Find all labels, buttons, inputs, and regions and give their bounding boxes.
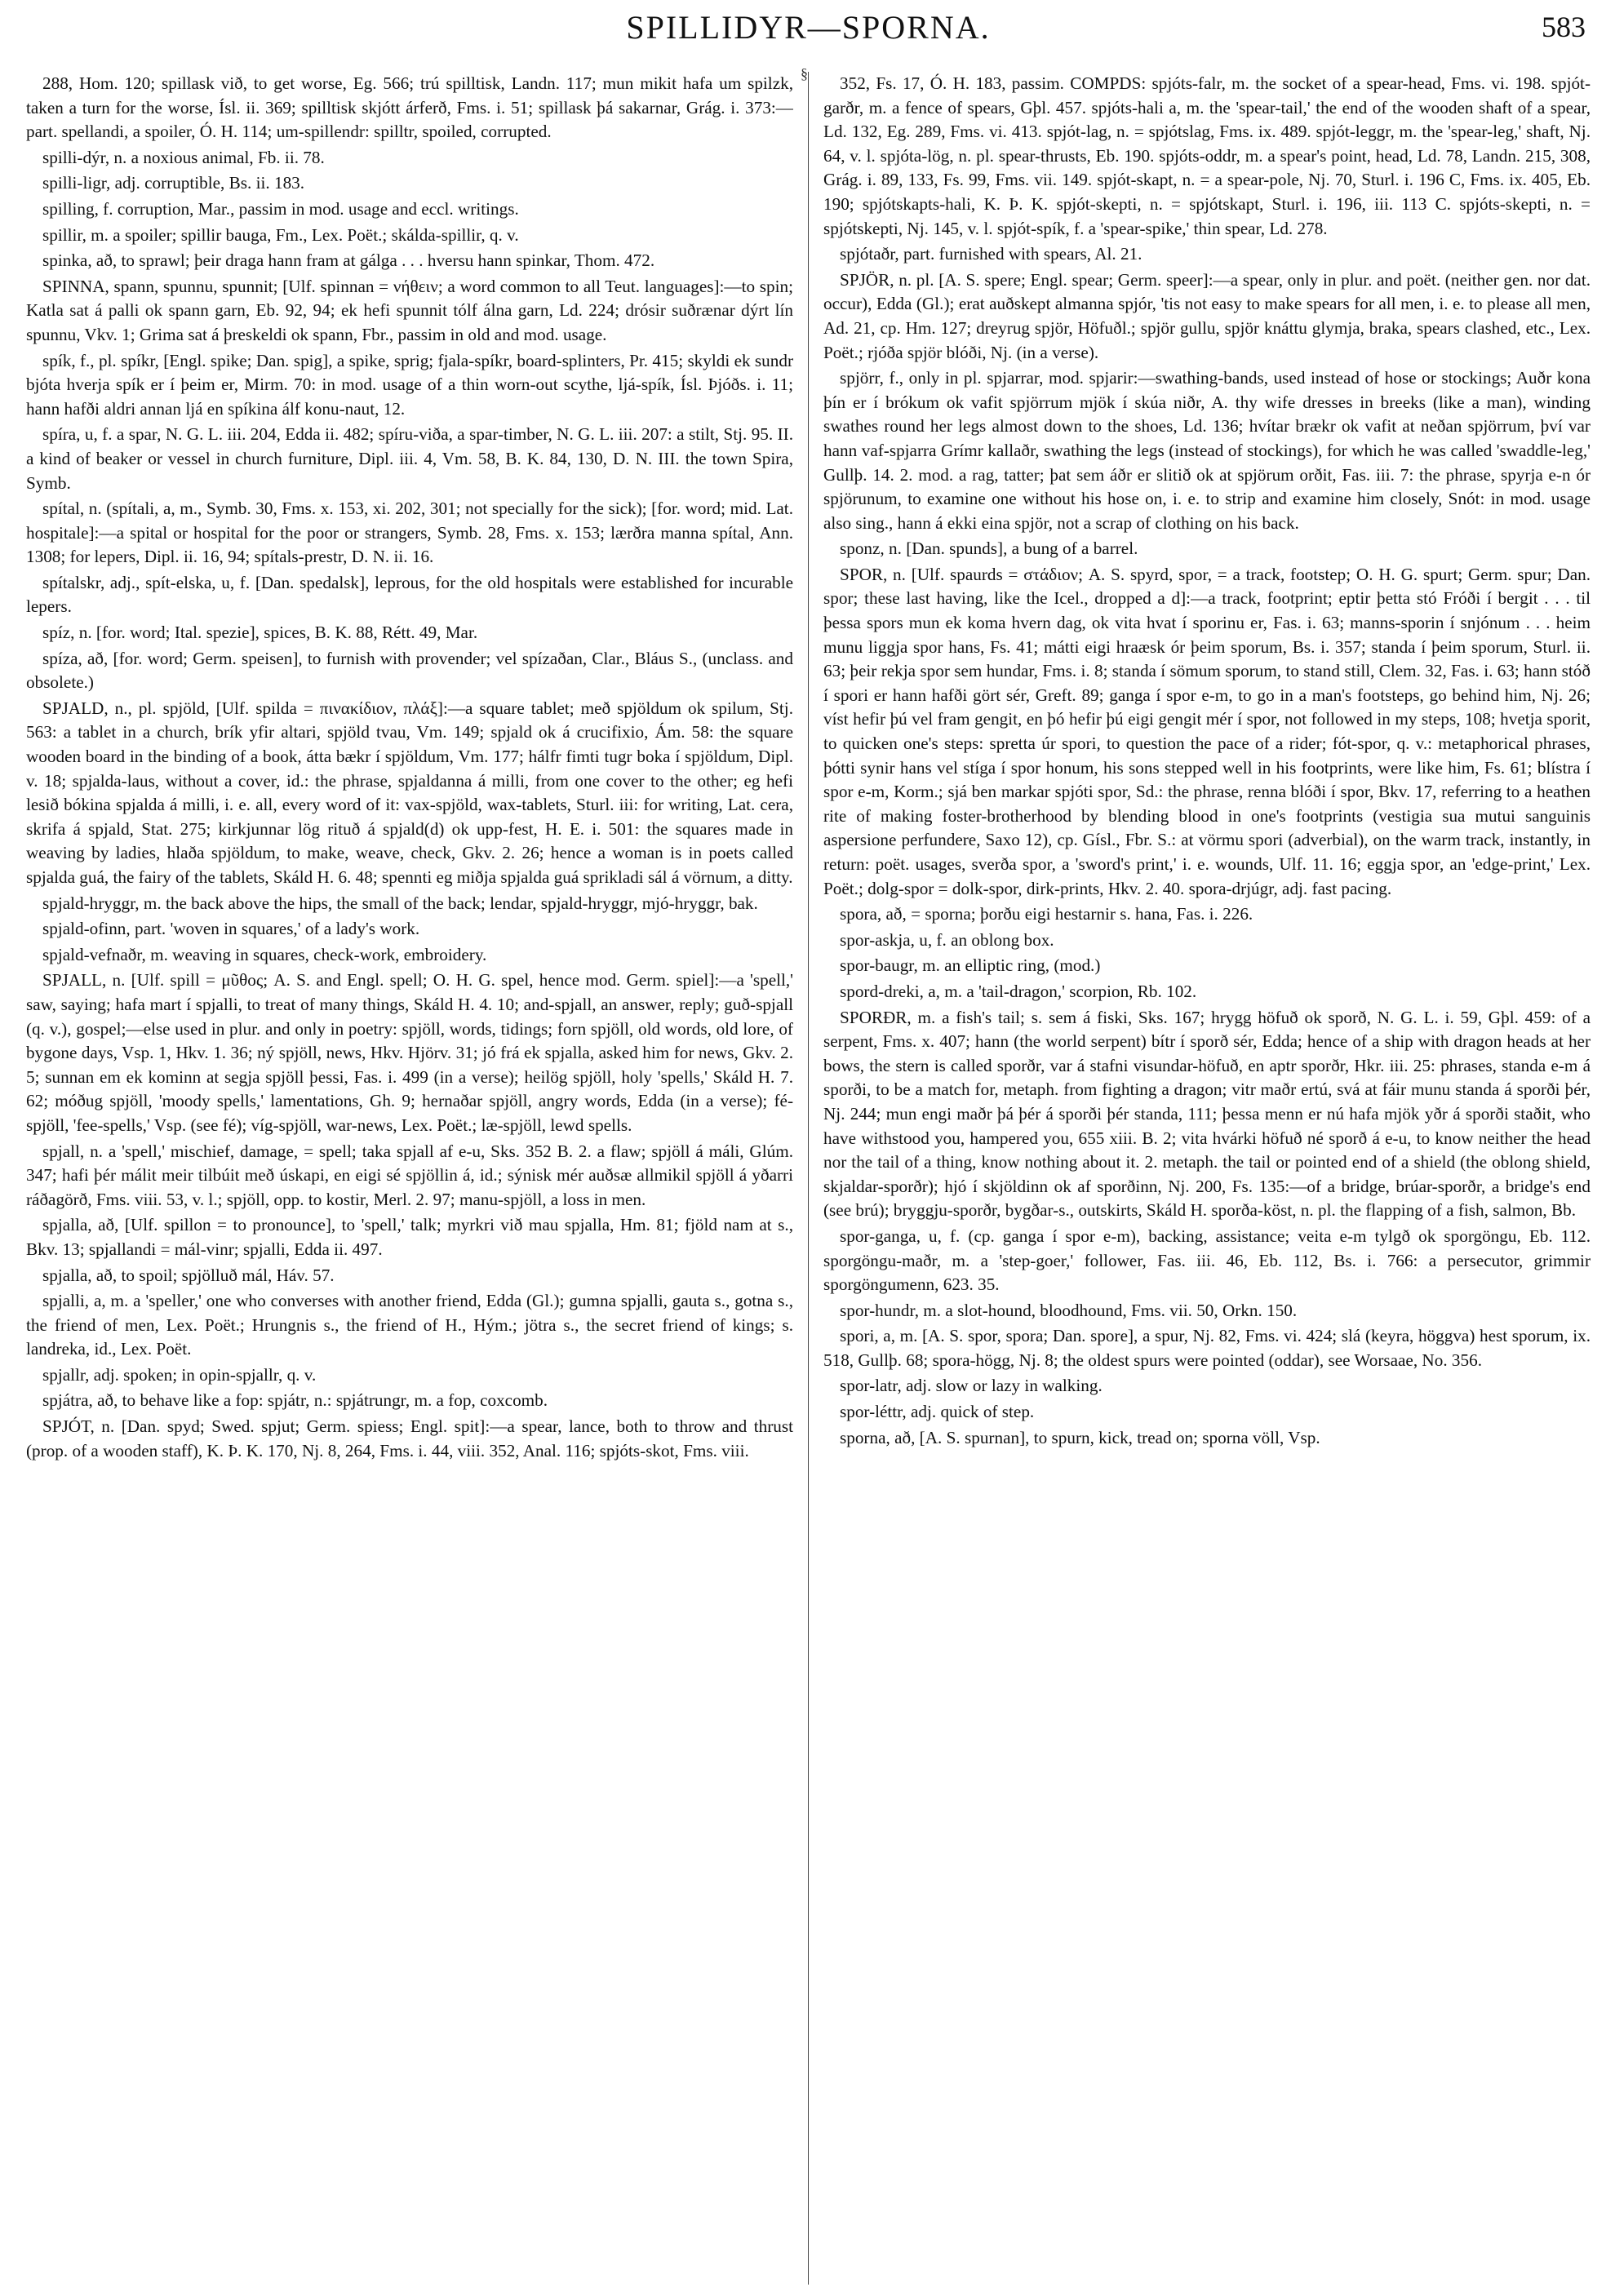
entry-text: spjalla, að, [Ulf. spillon = to pronounce], to 'spell,' talk; myrkri við mau spjalla, Hm. 81; fjöld nam at s., Bkv. 13; spjallandi = mál-vinr; spjalli, Edda ii. 497.: [26, 1215, 793, 1259]
dictionary-entry: [26, 1213, 793, 1261]
dictionary-entry: [823, 1225, 1591, 1297]
entry-text: spor-hundr, m. a slot-hound, bloodhound, Fms. vii. 50, Orkn. 150.: [840, 1300, 1298, 1320]
entry-text: spjald-vefnaðr, m. weaving in squares, check-work, embroidery.: [42, 944, 487, 964]
entry-text: SPJALD, n., pl. spjöld, [Ulf. spilda = πινακίδιον, πλάξ]:—a square tablet; með spjöldum ok spilum, Stj. 563: a tablet in a church, brík yfir altari, spjöld tvau, Vm. 149; spjald ok á crucifixio, Ám. 58: the square wooden board in the binding of a book, átta bækr í spjöldum, Vm. 177; hálfr fimti tugr boka í spjöldum, Dipl. v. 18; spjalda-laus, without a cover, id.: the phrase, spjaldanna á milli, from one cover to the other; eg hefi lesið bókina spjalda á milli, i. e. all, every word of it: vax-spjöld, wax-tablets, Sturl. iii: for writing, Lat. cera, skrifa á spjald, Stat. 275; kirkjunnar lög rituð á spjald(d) ok upp-fest, H. E. i. 501: the squares made in weaving by ladies, hlaða spjöldum, to make, weave, check, Gkv. 2. 26; hence a woman is in poets called spjalda guá, the fairy of the tablets, Skáld H. 6. 48; spennti eg miðja spjalda guá sprikladi sál á vörnum, a ditty.: [26, 698, 793, 887]
dictionary-entry: [26, 571, 793, 619]
running-head: [26, 0, 1591, 57]
dictionary-entry: [26, 968, 793, 1137]
entry-text: spjalli, a, m. a 'speller,' one who converses with another friend, Edda (Gl.); gumna spjalli, gauta s., gotna s., the friend of men, Lex. Poët.; Hrungnis s., the friend of H., Hým.; jötra s., the secret friend of kings; s. landreka, id., Lex. Poët.: [26, 1291, 793, 1359]
dictionary-entry: [26, 1289, 793, 1362]
entry-text: spjalla, að, to spoil; spjölluð mál, Háv. 57.: [42, 1265, 335, 1285]
entry-text: spjallr, adj. spoken; in opin-spjallr, q. v.: [42, 1364, 317, 1385]
entry-text: spíra, u, f. a spar, N. G. L. iii. 204, Edda ii. 482; spíru-viða, a spar-timber, N. G. L. iii. 207: a stilt, Stj. 95. II. a kind of beaker or vessel in church furniture, Dipl. iii. 4, Vm. 58, B. K. 84, 130, D. N. III. the town Spira, Symb.: [26, 424, 793, 493]
entry-text: SPJALL, n. [Ulf. spill = μῦθος; A. S. and Engl. spell; O. H. G. spel, hence mod. Germ. spiel]:—a 'spell,' saw, saying; hafa mart í spjalli, to treat of many things, Skáld H. 4. 10; and-spjall, an answer, reply; guð-spjall (q. v.), gospel;—else used in plur. and only in poetry: spjöll, words, tidings; forn spjöll, old words, old lore, of bygone days, Vsp. 1, Hkv. 1. 36; ný spjöll, news, Hkv. Hjörv. 31; jó frá ek spjalla, asked him for news, Gkv. 2. 5; sunnan em ek kominn at segja spjöll þessi, Fas. i. 499 (in a verse); heilög spjöll, holy 'spells,' Skáld H. 7. 62; móðug spjöll, 'moody spells,' lamentations, Gh. 9; hernaðar spjöll, angry words, Edda (in a verse); fé-spjöll, 'fee-spells,' Vsp. (see fé); víg-spjöll, war-news, Lex. Poët.; læ-spjöll, lewd spells.: [26, 970, 793, 1135]
left-column: [26, 72, 793, 2285]
dictionary-entry: [26, 1363, 793, 1388]
entry-text: SPJÖR, n. pl. [A. S. spere; Engl. spear; Germ. speer]:—a spear, only in plur. and poët. (neither gen. nor dat. occur), Edda (Gl.); erat auðskept almanna spjór, 'tis not easy to make spears for all men, i. e. to please all men, Ad. 21, cp. Hm. 127; dreyrug spjör, Höfuðl.; spjör gullu, spjör knáttu glymja, braka, spears clashed, etc., Lex. Poët.; rjóða spjör blóði, Nj. (in a verse).: [823, 269, 1591, 362]
dictionary-entry: [823, 1426, 1591, 1451]
entry-text: spor-askja, u, f. an oblong box.: [840, 929, 1054, 950]
dictionary-entry: [26, 423, 793, 495]
dictionary-entry: [823, 1374, 1591, 1398]
dictionary-entry: [26, 621, 793, 645]
dictionary-entry: [26, 249, 793, 273]
entry-text: spor-ganga, u, f. (cp. ganga í spor e-m), backing, assistance; veita e-m tylgð ok sporgöngu, Eb. 112. sporgöngu-maðr, m. a 'step-goer,' follower, Fas. iii. 46, Eb. 112, Bs. i. 766: a persecutor, grimmir sporgöngumenn, 623. 35.: [823, 1226, 1591, 1295]
dictionary-entry: [823, 242, 1591, 267]
entry-text: spjald-hryggr, m. the back above the hips, the small of the back; lendar, spjald-hryggr, mjó-hryggr, bak.: [42, 893, 758, 913]
dictionary-entry: [26, 171, 793, 196]
entry-text: spjall, n. a 'spell,' mischief, damage, = spell; taka spjall af e-u, Sks. 352 B. 2. a flaw; spjöll á máli, Glúm. 347; hafi þér málit meir tilbúit með úskapi, en eigi sé spjöllin á, id.; sýnisk mér auðsæ allmikil spjöll á yðarri ráðagörð, Fms. viii. 53, v. l.; spjöll, opp. to kostir, Merl. 2. 97; manu-spjöll, a loss in men.: [26, 1141, 793, 1209]
entry-text: spík, f., pl. spíkr, [Engl. spike; Dan. spig], a spike, sprig; fjala-spíkr, board-splinters, Pr. 415; skyldi ek sundr bjóta hverja spík er í þeim er, Mirm. 70: in mod. usage of a thin worn-out scythe, ljá-spík, Ísl. Þjóðs. i. 11; hann hafði aldri annan ljá en spíkina álf konu-naut, 12.: [26, 350, 793, 419]
column-divider: [801, 65, 809, 2285]
dictionary-entry: [823, 929, 1591, 953]
dictionary-entry: [26, 1140, 793, 1212]
entry-text: spillir, m. a spoiler; spillir bauga, Fm., Lex. Poët.; skálda-spillir, q. v.: [42, 224, 519, 245]
dictionary-entry: [26, 697, 793, 890]
entry-text: 352, Fs. 17, Ó. H. 183, passim. COMPDS: spjóts-falr, m. the socket of a spear-head, Fms. vi. 198. spjót-garðr, m. a fence of spears, Gþl. 457. spjóts-hali a, m. the 'spear-tail,' the end of the wooden shaft of a spear, Ld. 132, Eg. 289, Fms. vi. 413. spjót-lag, n. = spjótslag, Fms. ix. 489. spjót-leggr, m. the 'spear-leg,' shaft, Nj. 64, v. l. spjóta-lög, n. pl. spear-thrusts, Eb. 190. spjóts-oddr, m. a spear's point, head, Ld. 78, Landn. 215, 308, Grág. i. 89, 133, Fs. 99, Fms. vii. 149. spjót-skapt, n. = a spear-pole, Nj. 70, Sturl. i. 196 C, Fms. ix. 405, Eb. 190; spjótskapts-hali, K. Þ. K. spjót-skepti, n. = spjótskapt, Sturl. i. 196, iii. 113 C. spjóts-skepti, n. = spjótskepti, Nj. 145, v. l. spjót-spík, f. a 'spear-spike,' thin spear, Ld. 278.: [823, 73, 1591, 238]
columns: [26, 65, 1591, 2285]
dictionary-entry: [823, 563, 1591, 901]
entry-text: spjald-ofinn, part. 'woven in squares,' of a lady's work.: [42, 919, 420, 939]
dictionary-entry: [823, 366, 1591, 535]
dictionary-entry: [823, 537, 1591, 561]
dictionary-entry: [26, 892, 793, 916]
dictionary-entry: [26, 146, 793, 171]
entry-text: spor-latr, adj. slow or lazy in walking.: [840, 1376, 1103, 1396]
entry-text: spor-baugr, m. an elliptic ring, (mod.): [840, 955, 1101, 976]
entry-text: SPORÐR, m. a fish's tail; s. sem á fiski, Sks. 167; hrygg höfuð ok sporð, N. G. L. i. 59, Gþl. 459: of a serpent, Fms. x. 407; hann (the world serpent) bítr í sporð sér, Edda; hence of a ship with dragon heads at her bows, the stern is called sporðr, var á stafni visundar-höfuð, en aptr sporðr, Hkr. iii. 25: phrases, standa e-m á sporði, to be a match for, metaph. from fighting a dragon; vitr maðr ertú, svá at fáir munu standa á sporði þér, Nj. 244; mun engi maðr þá þér á sporði þér standa, 111; þessa menn er nú hafa mjök yðr á sporði staðit, who have withstood you, hampered you, 655 xiii. B. 2; vita hvárki höfuð né sporð á e-u, to know neither the head nor the tail of a thing, know nothing about it. 2. metaph. the tail or pointed end of a shield (the oblong shield, skjaldar-sporðr); hjó í skjöldinn ok af sporðinn, Nj. 200, Fs. 135:—of a bridge, brúar-sporðr, a bridge's end (see brú); bryggju-sporðr, bygðar-s., outskirts, Skáld H. sporða-köst, n. pl. the flapping of a fish, salmon, Bb.: [823, 1007, 1591, 1221]
dictionary-entry: [26, 275, 793, 348]
dictionary-entry: [823, 268, 1591, 365]
entry-text: sporna, að, [A. S. spurnan], to spurn, kick, tread on; sporna völl, Vsp.: [840, 1427, 1320, 1447]
dictionary-entry: [26, 497, 793, 570]
dictionary-entry: [26, 1415, 793, 1463]
dictionary-entry: [823, 1006, 1591, 1223]
dictionary-entry: [823, 1400, 1591, 1425]
entry-text: spor-léttr, adj. quick of step.: [840, 1402, 1035, 1422]
entry-text: spjótaðr, part. furnished with spears, Al. 21.: [840, 244, 1142, 264]
page-title: SPILLIDYR—SPORNA.: [626, 9, 991, 46]
entry-text: spjörr, f., only in pl. spjarrar, mod. spjarir:—swathing-bands, used instead of hose or stockings; Auðr kona þín er í brókum ok vafit spjörrum mjök í skúa niðr, A. thy wife dresses in breeks (like a man), winding swathes round her legs almost down to the shoes, Ld. 136; hvítar brækr ok vafit at neðan spjörrum, því var hann vaf-spjarra Grímr kallaðr, swathing the legs (instead of stockings), for which he was called 'swaddle-leg,' Gullþ. 14. 2. mod. a rag, tatter; þat sem áðr er slitið ok at spjörum orðit, Fas. iii. 7: the phrase, spyrja e-n ór spjörunum, to examine one without his hose on, i. e. to strip and examine him closely, Snót: in mod. usage also sing., hann á ekki eina spjör, not a scrap of clothing on his back.: [823, 368, 1591, 533]
dictionary-entry: [26, 1389, 793, 1413]
entry-text: spjátra, að, to behave like a fop: spjátr, n.: spjátrungr, m. a fop, coxcomb.: [42, 1390, 548, 1411]
entry-text: spíz, n. [for. word; Ital. spezie], spices, B. K. 88, Rétt. 49, Mar.: [42, 623, 478, 643]
entry-text: SPOR, n. [Ulf. spaurds = στάδιον; A. S. spyrd, spor, = a track, footstep; O. H. G. spurt; Germ. spur; Dan. spor; these last having, like the Icel., dropped a d]:—a track, footprint; eptir þetta stó Fróði í bergit . . . til þessa spors mun ek koma hvern dag, ok vita hvat í sporinu er, Fas. i. 63; manns-sporin í snjónum . . . heim munu liggja spor hans, Fs. 41; mátti eigi hraæsk ór þeim sporum, Bs. i. 357; standa í þeim sporum, Sturl. ii. 63; þeir rekja spor sem hundar, Fms. i. 8; standa í sömum sporum, to stand still, Clem. 32, Fas. i. 63; hann stóð í spori er hann hafði gört sér, Greft. 89; ganga í spor e-m, to go in a man's footsteps, go behind him, Nj. 26; víst hefir þú vel fram gengit, en þó hefir þú eigi gengit mér í spor, not followed in my steps, 108; hvetja sporit, to quicken one's steps: spretta úr spori, to question the pace of a rider; fót-spor, q. v.: metaphorical phrases, þótti synir hans vel stíga í spor honum, his sons stepped well in his footprints, were like him, Fs. 61; blístra í spor e-m, Korm.; sjá ben markar spjóti spor, Sd.: the phrase, renna blóði í spor, Bkv. 17, referring to a heathen rite of making foster-brotherhood by blending blood in one's footprints (vestigia sua mutui sanguinis aspersione perfundere, Saxo 12), cp. Gísl., Fbr. S.: at vörmu spori (adverbial), on the warm track, instantly, in return: poët. usages, sverða spor, a 'sword's print,' i. e. wounds, Ulf. 11. 16; eggja spor, an 'edge-print,' Lex. Poët.; dolg-spor = dolk-spor, dirk-prints, Hkv. 2. 40. spora-drjúgr, adj. fast pacing.: [823, 564, 1591, 898]
entry-text: spíza, að, [for. word; Germ. speisen], to furnish with provender; vel spízaðan, Clar., Bláus S., (unclass. and obsolete.): [26, 648, 793, 693]
dictionary-entry: [823, 1324, 1591, 1372]
entry-text: 288, Hom. 120; spillask við, to get worse, Eg. 566; trú spilltisk, Landn. 117; mun mikit hafa um spilzk, taken a turn for the worse, Ísl. ii. 369; spilltisk skjótt árferð, Fms. i. 51; spillask þá sakarnar, Grág. i. 373:—part. spellandi, a spoiler, Ó. H. 114; um-spillendr: spilltr, spoiled, corrupted.: [26, 73, 793, 142]
dictionary-entry: [26, 224, 793, 248]
dictionary-entry: [26, 917, 793, 942]
dictionary-entry: [823, 72, 1591, 241]
entry-text: spilli-dýr, n. a noxious animal, Fb. ii. 78.: [42, 147, 325, 167]
dictionary-entry: [823, 954, 1591, 978]
dictionary-entry: [26, 349, 793, 422]
entry-text: sponz, n. [Dan. spunds], a bung of a barrel.: [840, 539, 1138, 559]
entry-text: spítal, n. (spítali, a, m., Symb. 30, Fms. x. 153, xi. 202, 301; not specially for the sick); [for. word; mid. Lat. hospitale]:—a spital or hospital for the poor or strangers, Symb. 28, Fms. x. 153; lærðra manna spítal, Ann. 1308; for lepers, Dipl. ii. 16, 94; spítals-prestr, D. N. ii. 16.: [26, 499, 793, 567]
dictionary-entry: [823, 980, 1591, 1004]
dictionary-entry: [26, 1264, 793, 1288]
entry-text: spilli-ligr, adj. corruptible, Bs. ii. 183.: [42, 173, 305, 193]
dictionary-entry: [823, 902, 1591, 927]
entry-text: SPJÓT, n. [Dan. spyd; Swed. spjut; Germ. spiess; Engl. spit]:—a spear, lance, both to throw and thrust (prop. of a wooden staff), K. Þ. K. 170, Nj. 8, 264, Fms. i. 44, viii. 352, Anal. 116; spjóts-skot, Fms. viii.: [26, 1416, 793, 1460]
entry-text: spori, a, m. [A. S. spor, spora; Dan. spore], a spur, Nj. 82, Fms. vi. 424; slá (keyra, höggva) hest sporum, ix. 518, Gullþ. 68; spora-högg, Nj. 8; the oldest spurs were pointed (oddar), see Worsaae, No. 356.: [823, 1326, 1591, 1370]
dictionary-entry: [26, 943, 793, 968]
dictionary-entry: [26, 647, 793, 695]
page-number: 583: [1542, 11, 1586, 43]
entry-text: spilling, f. corruption, Mar., passim in mod. usage and eccl. writings.: [42, 198, 519, 219]
dictionary-entry: [26, 72, 793, 144]
right-column: [823, 72, 1591, 2285]
entry-text: spord-dreki, a, m. a 'tail-dragon,' scorpion, Rb. 102.: [840, 981, 1197, 1001]
entry-text: SPINNA, spann, spunnu, spunnit; [Ulf. spinnan = νήθειν; a word common to all Teut. languages]:—to spin; Katla sat á palli ok spann garn, Eb. 92, 94; ek hefi spunnit tólf álna garn, Ld. 224; drósir suðrænar dýrt lín spunnu, Vkv. 1; Grima sat á þreskeldi ok spann, Fbr., passim in old and mod. usage.: [26, 276, 793, 344]
section-sign-icon: §: [801, 65, 808, 82]
dictionary-entry: [823, 1299, 1591, 1323]
entry-text: spora, að, = sporna; þorðu eigi hestarnir s. hana, Fas. i. 226.: [840, 904, 1253, 924]
entry-text: spítalskr, adj., spít-elska, u, f. [Dan. spedalsk], leprous, for the old hospitals were established for incurable lepers.: [26, 572, 793, 617]
entry-text: spinka, að, to sprawl; þeir draga hann fram at gálga . . . hversu hann spinkar, Thom. 472.: [42, 250, 655, 271]
dictionary-entry: [26, 197, 793, 222]
